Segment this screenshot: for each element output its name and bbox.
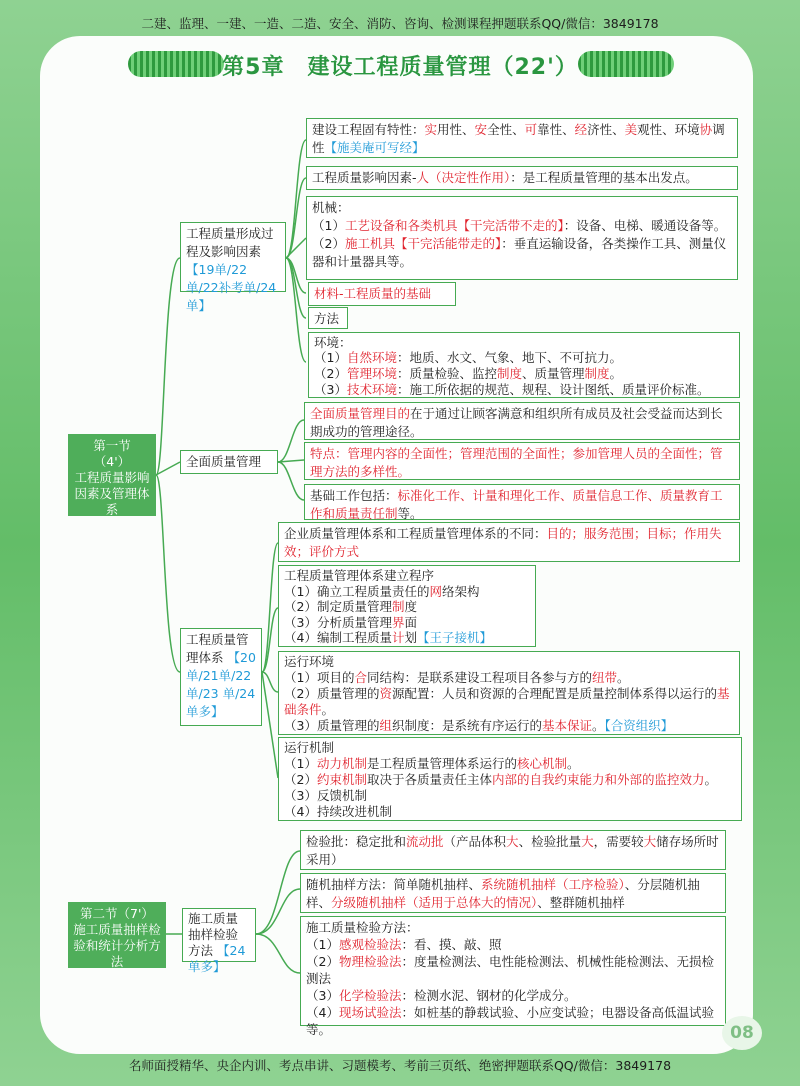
- text: （2）质量管理的: [284, 686, 380, 701]
- highlight: 管理环境: [346, 366, 397, 381]
- highlight: 制度: [496, 366, 522, 381]
- text: 济性、: [587, 122, 625, 137]
- text: （产品体积: [443, 834, 507, 849]
- highlight: 标准化工作、计量和理化工作、质量信息工作、质量教育工作和质量责任制: [310, 488, 723, 521]
- text: （3）: [306, 988, 339, 1003]
- highlight: 核心机制: [516, 756, 567, 771]
- text: （4）: [306, 1005, 339, 1020]
- highlight: 特点：管理内容的全面性；管理范围的全面性；参加管理人员的全面性；管理方法的多样性。: [310, 446, 723, 479]
- text: （2）: [314, 366, 347, 381]
- text: （3）反馈机制: [284, 788, 367, 803]
- highlight: 系统随机抽样（工序检验）: [481, 877, 625, 892]
- box-tqm-basic-work: [304, 484, 740, 520]
- text: 全性、: [487, 122, 525, 137]
- box-system-difference: [278, 522, 740, 562]
- text: 面: [404, 614, 417, 630]
- text: ：垂直运输设备，各类操作工具、测量仪器和计量器具等。: [312, 236, 727, 269]
- box-tqm-purpose: [304, 402, 740, 440]
- text: 等。: [397, 506, 423, 521]
- highlight: 可: [524, 122, 538, 137]
- box-random-sampling: [300, 873, 726, 913]
- box-operating-mechanism: [278, 737, 742, 821]
- highlight: 美: [624, 122, 638, 137]
- box-environment: [308, 332, 740, 398]
- header-contact-line: 二建、监理、一建、一造、二造、安全、消防、咨询、检测课程押题联系QQ/微信：3849178: [141, 16, 659, 31]
- section2-title: 施工质量抽样检验和统计分析方法: [73, 922, 161, 969]
- text: 、分层随机抽样、: [306, 877, 700, 910]
- group-sampling-tag: 【24单多】: [188, 943, 246, 974]
- group-quality-factors-title: 工程质量形成过程及影响因素: [186, 226, 274, 259]
- text: 企业质量管理体系和工程质量管理体系的不同：: [284, 526, 547, 541]
- highlight: 大: [643, 834, 657, 849]
- text: 同结构：是联系建设工程项目各参与方的: [366, 670, 592, 685]
- section1-node: [68, 434, 156, 516]
- text: ：地质、水文、气象、地下、不可抗力。: [396, 350, 622, 365]
- text: 运行环境: [284, 654, 335, 669]
- highlight: 大: [581, 834, 594, 849]
- text: 环境：: [314, 335, 352, 350]
- text: ：度量检测法、电性能检测法、机械性能检测法、无损检测法: [306, 954, 714, 986]
- text: （3）分析质量管理: [284, 614, 392, 630]
- group-quality-factors-tag: 【19单/22 单/22补考单/24 单】: [186, 262, 277, 313]
- text: 观性、环境: [637, 122, 700, 137]
- box-system-procedure: [278, 565, 536, 647]
- text: ：质量检验、监控: [396, 366, 497, 381]
- box-method: [308, 307, 348, 329]
- text: （2）制定质量管理: [284, 599, 392, 614]
- text: 取决于各质量责任主体: [366, 772, 492, 787]
- text: 络架构: [441, 583, 480, 599]
- highlight: 安: [474, 122, 488, 137]
- box-inherent-properties: [306, 118, 738, 158]
- text: （1）: [312, 218, 345, 233]
- mnemonic-tag: 【施美庵可写经】: [324, 140, 425, 155]
- box-inspection-lot: [300, 830, 726, 870]
- text: ：如桩基的静载试验、小应变试验；电器设备高低温试验等。: [306, 1005, 714, 1037]
- mnemonic-tag: 【合资组织】: [604, 718, 674, 733]
- text: （2）: [284, 772, 317, 787]
- highlight: 基础条件: [284, 686, 730, 717]
- text: （1）: [314, 350, 347, 365]
- text: 工程质量影响因素-: [312, 170, 417, 185]
- box-operating-environment: [278, 651, 740, 735]
- highlight: 协: [699, 122, 713, 137]
- box-human-factor: [306, 166, 738, 190]
- text: 。: [704, 772, 718, 787]
- text: ：设备、电梯、暖通设备等。: [563, 218, 727, 233]
- text: 。: [609, 366, 623, 381]
- highlight: 组: [379, 718, 392, 733]
- text: 划: [404, 630, 417, 645]
- text: 基础工作包括：: [310, 488, 398, 503]
- highlight: 制度: [584, 366, 610, 381]
- box-tqm-features: [304, 442, 740, 480]
- text: 施工质量检验方法：: [306, 920, 419, 935]
- text: 储存场所时采用）: [306, 834, 719, 867]
- text: （3）质量管理的: [284, 718, 380, 733]
- section1-score: （4'）: [93, 454, 131, 469]
- text: （1）确立工程质量责任的: [284, 583, 430, 599]
- page-number: 08: [722, 1016, 762, 1050]
- text: （2）: [306, 954, 339, 969]
- box-inspection-methods: [300, 916, 726, 1037]
- text: 、检验批量: [518, 834, 582, 849]
- highlight: 目的；服务范围；目标；作用失效；评价方式: [284, 526, 722, 559]
- text: 在于通过让顾客满意和组织所有成员及社会受益而达到长期成功的管理途径。: [310, 406, 723, 439]
- group-quality-system-tag: 【20单/21单/22单/23 单/24单多】: [186, 650, 256, 719]
- text: （1）: [306, 937, 339, 952]
- highlight: 计: [391, 630, 405, 645]
- group-quality-factors: [180, 222, 286, 313]
- group-tqm: [180, 450, 278, 474]
- text: ：看、摸、敲、照: [401, 937, 502, 952]
- section1-title: 工程质量影响因素及管理体系: [74, 470, 150, 517]
- highlight: 合: [354, 670, 367, 685]
- highlight: 基本保证: [542, 718, 593, 733]
- highlight: 经: [574, 122, 588, 137]
- group-quality-system: [180, 628, 262, 726]
- section2-number: 第二节（7'）: [80, 906, 154, 921]
- text: 方法: [314, 311, 340, 326]
- highlight: 界: [391, 614, 405, 630]
- highlight: 感观检验法: [338, 937, 402, 952]
- highlight: 分级随机抽样（适用于总体大的情况）: [331, 895, 538, 910]
- text: 检验批：稳定批和: [306, 834, 407, 849]
- highlight: 化学检验法: [338, 988, 402, 1003]
- text: （4）持续改进机制: [284, 804, 392, 819]
- text: （2）: [312, 236, 345, 251]
- highlight: 施工机具【干完活能带走的】: [344, 236, 502, 251]
- footer-contact-line: 名师面授精华、央企内训、考点串讲、习题模考、考前三页纸、绝密押题联系QQ/微信：3849178: [128, 1058, 672, 1073]
- text: 用性、: [437, 122, 475, 137]
- text: ：施工所依据的规范、规程、设计图纸、质量评价标准。: [396, 382, 710, 397]
- highlight: 工艺设备和各类机具【干完活带不走的】: [344, 218, 564, 233]
- text: 、整群随机抽样: [537, 895, 625, 910]
- text: （3）: [314, 382, 347, 397]
- group-tqm-title: 全面质量管理: [186, 454, 262, 469]
- text: 工程质量管理体系建立程序: [284, 568, 435, 583]
- highlight: 实: [424, 122, 438, 137]
- text: ：检测水泥、钢材的化学成分。: [401, 988, 577, 1003]
- text: 调性: [312, 122, 725, 155]
- text: 随机抽样方法：简单随机抽样、: [306, 877, 482, 892]
- text: （1）: [284, 756, 317, 771]
- highlight: 制: [391, 599, 405, 614]
- text: 。: [567, 756, 580, 771]
- box-material: [308, 282, 456, 306]
- text: 运行机制: [284, 740, 335, 755]
- highlight: 材料-工程质量的基础: [314, 286, 432, 301]
- text: 源配置：人员和资源的合理配置是质量控制体系得以运行的: [391, 686, 717, 701]
- highlight: 现场试验法: [338, 1005, 402, 1020]
- text: 是工程质量管理体系运行的: [366, 756, 517, 771]
- text: 机械：: [312, 200, 350, 215]
- highlight: 流动批: [406, 834, 444, 849]
- section2-node: [68, 902, 166, 968]
- highlight: 全面质量管理目的: [310, 406, 411, 421]
- text: 织制度：是系统有序运行的: [391, 718, 542, 733]
- text: ，需要较: [593, 834, 644, 849]
- highlight: 纽带: [591, 670, 617, 685]
- highlight: 约束机制: [316, 772, 367, 787]
- section1-number: 第一节: [93, 438, 131, 453]
- group-sampling-title: 施工质量抽样检验方法: [188, 911, 239, 958]
- text: （1）项目的: [284, 670, 355, 685]
- highlight: 自然环境: [346, 350, 397, 365]
- text: （4）编制工程质量: [284, 630, 392, 645]
- chapter-title: 第5章 建设工程质量管理（22'）: [222, 55, 578, 80]
- text: 。: [592, 718, 605, 733]
- highlight: 资: [379, 686, 392, 701]
- text: 。: [321, 702, 335, 717]
- highlight: 物理检验法: [338, 954, 402, 969]
- box-machinery: [306, 196, 738, 280]
- highlight: 内部的自我约束能力和外部的监控效力: [491, 772, 705, 787]
- text: 。: [617, 670, 630, 685]
- highlight: 大: [506, 834, 519, 849]
- mnemonic-tag: 【王子接机】: [417, 630, 493, 645]
- highlight: 动力机制: [316, 756, 367, 771]
- highlight: 人（决定性作用）: [416, 170, 511, 185]
- highlight: 技术环境: [346, 382, 397, 397]
- text: ：是工程质量管理的基本出发点。: [510, 170, 698, 185]
- text: 建设工程固有特性：: [312, 122, 425, 137]
- text: 度: [404, 599, 417, 614]
- group-quality-system-title: 工程质量管理体系: [186, 632, 249, 665]
- text: 、质量管理: [522, 366, 585, 381]
- group-sampling: [182, 908, 256, 974]
- text: 靠性、: [537, 122, 575, 137]
- highlight: 网: [429, 583, 442, 599]
